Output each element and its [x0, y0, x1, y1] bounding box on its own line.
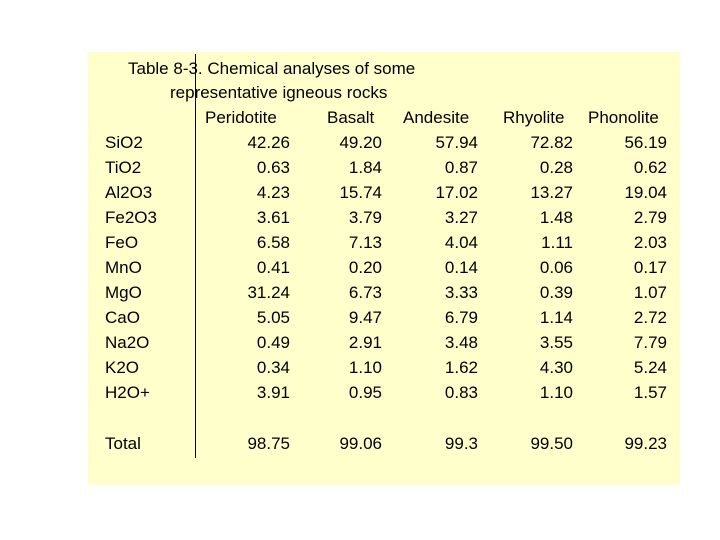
table-cell: 1.57 [633, 383, 667, 402]
table-cell: 15.74 [339, 183, 382, 202]
row-label: SiO2 [105, 133, 143, 152]
table-cell: 6.79 [444, 308, 478, 327]
column-header-phonolite: Phonolite [588, 108, 659, 127]
table-cell: 0.87 [444, 158, 478, 177]
table-cell: 0.95 [348, 383, 382, 402]
row-label: Al2O3 [105, 183, 153, 202]
table-cell: 99.50 [530, 434, 573, 453]
table-row [0, 282, 720, 307]
table-cell: 9.47 [348, 308, 382, 327]
table-cell: 57.94 [435, 133, 478, 152]
table-cell: 72.82 [530, 133, 573, 152]
table-cell: 6.73 [348, 283, 382, 302]
table-cell: 4.30 [539, 358, 573, 377]
column-header-andesite: Andesite [403, 108, 470, 127]
table-cell: 2.03 [633, 233, 667, 252]
table-cell: 0.17 [633, 258, 667, 277]
table-row [0, 332, 720, 357]
column-header-peridotite: Peridotite [205, 108, 277, 127]
table-cell: 42.26 [247, 133, 290, 152]
table-row [0, 232, 720, 257]
table-cell: 1.48 [539, 208, 573, 227]
table-cell: 0.39 [539, 283, 573, 302]
table-cell: 1.62 [444, 358, 478, 377]
table-cell: 3.27 [444, 208, 478, 227]
table-cell: 3.91 [256, 383, 290, 402]
table-row [0, 157, 720, 182]
column-header-basalt: Basalt [327, 108, 375, 127]
table-cell: 0.41 [256, 258, 290, 277]
table-cell: 0.06 [539, 258, 573, 277]
table-cell: 31.24 [247, 283, 290, 302]
table-row [0, 357, 720, 382]
table-cell: 4.04 [444, 233, 478, 252]
table-cell: 2.91 [348, 333, 382, 352]
row-label: MnO [105, 258, 142, 277]
table-cell: 7.79 [633, 333, 667, 352]
table-cell: 99.3 [444, 434, 478, 453]
row-label: FeO [105, 233, 139, 252]
row-label: TiO2 [105, 158, 142, 177]
table-cell: 0.62 [633, 158, 667, 177]
row-label: MgO [105, 283, 142, 302]
table-cell: 6.58 [256, 233, 290, 252]
table-cell: 1.84 [348, 158, 382, 177]
row-label: Total [105, 434, 141, 453]
table-cell: 0.63 [256, 158, 290, 177]
table-cell: 1.10 [539, 383, 573, 402]
table-row [0, 307, 720, 332]
table-cell: 2.79 [633, 208, 667, 227]
table-row [0, 257, 720, 282]
table-cell: 0.20 [348, 258, 382, 277]
table-cell: 1.07 [633, 283, 667, 302]
table-cell: 3.61 [256, 208, 290, 227]
row-label: CaO [105, 308, 140, 327]
table-cell: 0.49 [256, 333, 290, 352]
table-cell: 99.23 [624, 434, 667, 453]
row-label: Na2O [105, 333, 150, 352]
table-cell: 4.23 [256, 183, 290, 202]
table-cell: 0.14 [444, 258, 478, 277]
row-label: Fe2O3 [105, 208, 157, 227]
table-cell: 17.02 [435, 183, 478, 202]
table-cell: 3.48 [444, 333, 478, 352]
table-row [0, 382, 720, 407]
table-cell: 56.19 [624, 133, 667, 152]
table-cell: 49.20 [339, 133, 382, 152]
table-cell: 3.55 [539, 333, 573, 352]
table-cell: 1.11 [541, 233, 573, 252]
row-label: H2O+ [105, 383, 150, 402]
row-label: K2O [105, 358, 140, 377]
table-row [0, 182, 720, 207]
table-title-line1: Table 8-3. Chemical analyses of some [128, 59, 416, 78]
table-row [0, 207, 720, 232]
table-cell: 3.79 [348, 208, 382, 227]
table-cell: 2.72 [633, 308, 667, 327]
table-cell: 5.05 [256, 308, 290, 327]
table-cell: 0.83 [444, 383, 478, 402]
table-cell: 5.24 [633, 358, 667, 377]
table-cell: 99.06 [339, 434, 382, 453]
table-cell: 1.14 [539, 308, 573, 327]
column-header-rhyolite: Rhyolite [503, 108, 565, 127]
table-cell: 3.33 [444, 283, 478, 302]
table-title-line2: representative igneous rocks [170, 83, 388, 102]
table-cell: 98.75 [247, 434, 290, 453]
table-cell: 19.04 [624, 183, 667, 202]
table-cell: 13.27 [530, 183, 573, 202]
table-row [0, 132, 720, 157]
table-cell: 1.10 [348, 358, 382, 377]
table-cell: 0.28 [539, 158, 573, 177]
table-cell: 7.13 [348, 233, 382, 252]
table-cell: 0.34 [256, 358, 290, 377]
table-row [0, 433, 720, 458]
